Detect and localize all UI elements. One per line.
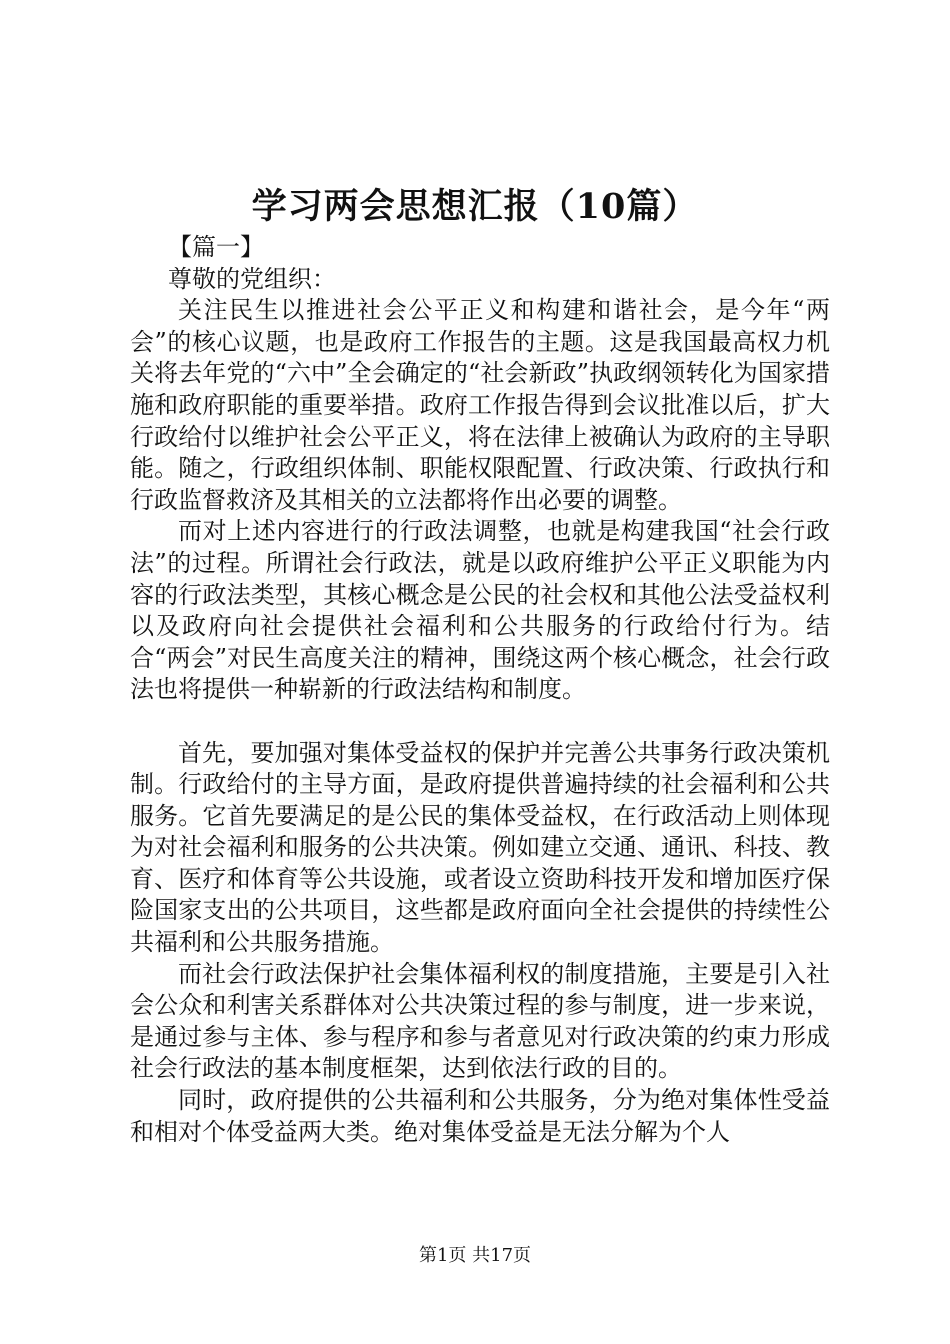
body-paragraph-1: 关注民生以推进社会公平正义和构建和谐社会，是今年“两会”的核心议题，也是政府工作报告的主题。这是我国最高权力机关将去年党的“六中”全会确定的“社会新政”执政纲领转化为国家措施和政府职能的重要举措。政府工作报告得到会议批准以后，扩大行政给付以维护社会公平正义，将在法律上被确认为政府的主导职能。随之，行政组织体制、职能权限配置、行政决策、行政执行和行政监督救济及其相关的立法都将作出必要的调整。	[130, 296, 830, 514]
body-paragraph-3: 首先，要加强对集体受益权的保护并完善公共事务行政决策机制。行政给付的主导方面，是政府提供普遍持续的社会福利和公共服务。它首先要满足的是公民的集体受益权，在行政活动上则体现为对社会福利和服务的公共决策。例如建立交通、通讯、科技、教育、医疗和体育等公共设施，或者设立资助科技开发和增加医疗保险国家支出的公共项目，这些都是政府面向全社会提供的持续性公共福利和公共服务措施。	[130, 738, 830, 957]
page-number-footer: 第1页 共17页	[418, 1245, 532, 1266]
body-paragraph-5: 同时，政府提供的公共福利和公共服务，分为绝对集体性受益和相对个体受益两大类。绝对集体受益是无法分解为个人	[130, 1086, 830, 1146]
paragraph-spacer	[130, 706, 830, 738]
document-title: 学习两会思想汇报（10篇）	[251, 186, 699, 227]
salutation: 尊敬的党组织：	[168, 264, 336, 293]
body-paragraph-2: 而对上述内容进行的行政法调整，也就是构建我国“社会行政法”的过程。所谓社会行政法，就是以政府维护公平正义职能为内容的行政法类型，其核心概念是公民的社会权和其他公法受益权利以及政府向社会提供社会福利和公共服务的行政给付行为。结合“两会”对民生高度关注的精神，围绕这两个核心概念，社会行政法也将提供一种崭新的行政法结构和制度。	[130, 517, 830, 704]
section-heading: 【篇一】	[168, 233, 264, 261]
document-body	[130, 232, 830, 1148]
body-paragraph-4: 而社会行政法保护社会集体福利权的制度措施，主要是引入社会公众和利害关系群体对公共决策过程的参与制度，进一步来说，是通过参与主体、参与程序和参与者意见对行政决策的约束力形成社会行政法的基本制度框架，达到依法行政的目的。	[130, 959, 830, 1083]
